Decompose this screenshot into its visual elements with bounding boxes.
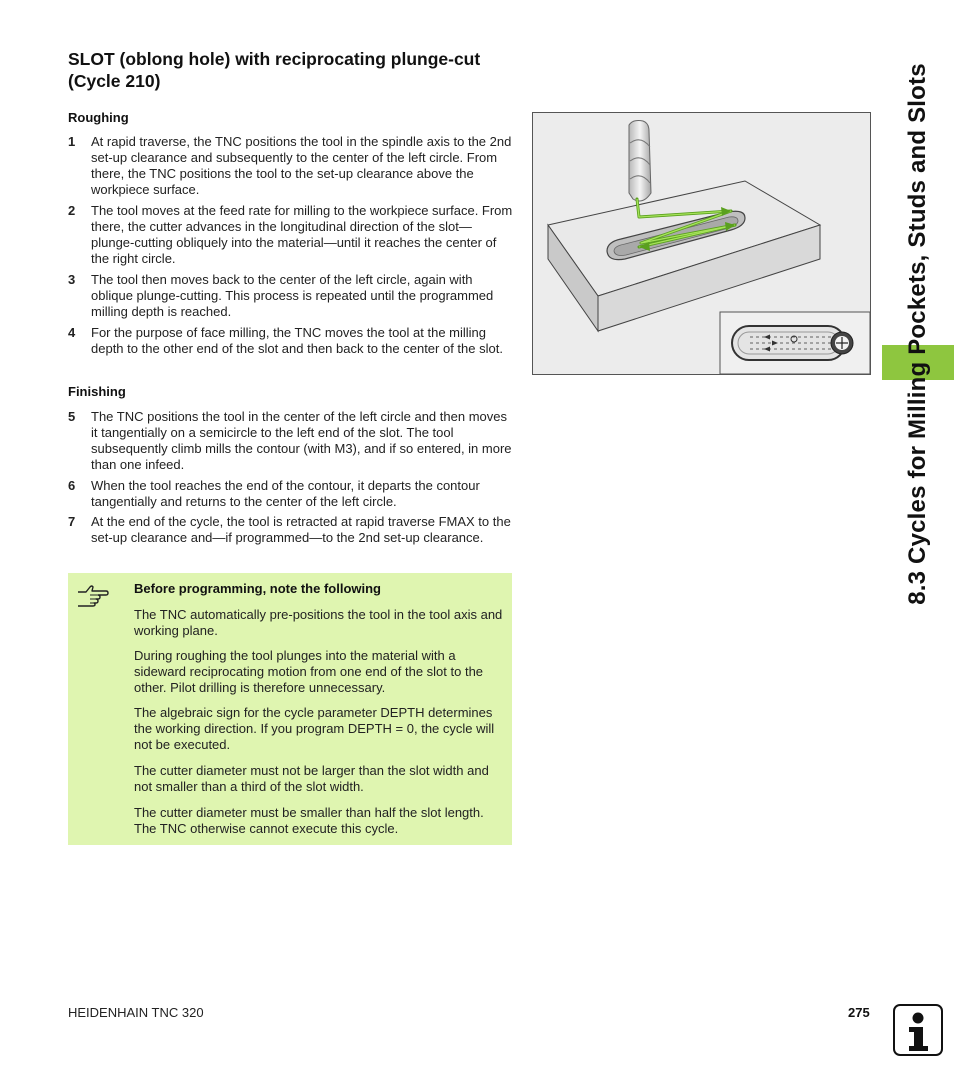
roughing-step-1 [68, 134, 513, 198]
info-icon [893, 1004, 943, 1061]
finishing-heading: Finishing [68, 384, 126, 399]
step-text: At rapid traverse, the TNC positions the tool in the spindle axis to the 2nd set-up clearance and subsequently to the center of the left circle. From there, the TNC positions the tool to the set-up clearance above the workpiece surface. [91, 134, 512, 197]
step-number: 3 [68, 272, 76, 287]
note-paragraph: During roughing the tool plunges into the material with a sideward reciprocating motion from one end of the slot to the other. Pilot drilling is therefore unnecessary. [134, 648, 484, 695]
note-paragraph: The cutter diameter must be smaller than half the slot length. The TNC otherwise cannot execute this cycle. [134, 805, 484, 836]
step-number: 4 [68, 325, 76, 340]
roughing-heading: Roughing [68, 110, 129, 125]
step-number: 6 [68, 478, 76, 493]
step-text: The TNC positions the tool in the center of the left circle and then moves it tangentially on a semicircle to the left end of the slot. The tool subsequently climb mills the contour (with M3), and if so entered, in more than one infeed. [91, 409, 512, 472]
note-paragraph: The TNC automatically pre-positions the tool in the tool axis and working plane. [134, 607, 503, 638]
roughing-step-2 [68, 203, 513, 267]
step-text: The tool moves at the feed rate for milling to the workpiece surface. From there, the cutter advances in the longitudinal direction of the slot—plunge-cutting obliquely into the material—until it reaches the center of the right circle. [91, 203, 513, 266]
step-number: 2 [68, 203, 76, 218]
roughing-step-3 [68, 272, 513, 320]
inset-top-view [720, 312, 870, 374]
step-number: 7 [68, 514, 76, 529]
section-title: SLOT (oblong hole) with reciprocating plunge-cut (Cycle 210) [68, 49, 481, 91]
note-box [68, 573, 512, 845]
step-number: 1 [68, 134, 76, 149]
finishing-step-7 [68, 514, 513, 546]
end-mill-tool [629, 121, 651, 202]
step-text: For the purpose of face milling, the TNC moves the tool at the milling depth to the other end of the slot and then back to the center of the slot. [91, 325, 503, 356]
workpiece-block [548, 181, 820, 331]
slot-diagram [532, 112, 871, 375]
finishing-step-6 [68, 478, 513, 510]
step-number: 5 [68, 409, 76, 424]
roughing-step-4 [68, 325, 513, 357]
page-number: 275 [848, 1005, 870, 1020]
note-paragraph: The algebraic sign for the cycle parameter DEPTH determines the working direction. If you program DEPTH = 0, the cycle will not be executed. [134, 705, 495, 752]
finishing-step-5 [68, 409, 513, 473]
chapter-side-title-text: 8.3 Cycles for Milling Pockets, Studs and Slots [904, 63, 931, 605]
step-text: The tool then moves back to the center of the left circle, again with oblique plunge-cutting. This process is repeated until the programmed milling depth is reached. [91, 272, 494, 319]
step-text: At the end of the cycle, the tool is retracted at rapid traverse FMAX to the set-up clearance and—if programmed—to the 2nd set-up clearance. [91, 514, 511, 545]
note-heading: Before programming, note the following [134, 581, 381, 596]
pointing-hand-icon [76, 583, 110, 612]
step-text: When the tool reaches the end of the contour, it departs the contour tangentially and returns to the center of the left circle. [91, 478, 480, 509]
note-paragraph: The cutter diameter must not be larger than the slot width and not smaller than a third of the slot width. [134, 763, 489, 794]
footer-manual-name: HEIDENHAIN TNC 320 [68, 1005, 204, 1020]
